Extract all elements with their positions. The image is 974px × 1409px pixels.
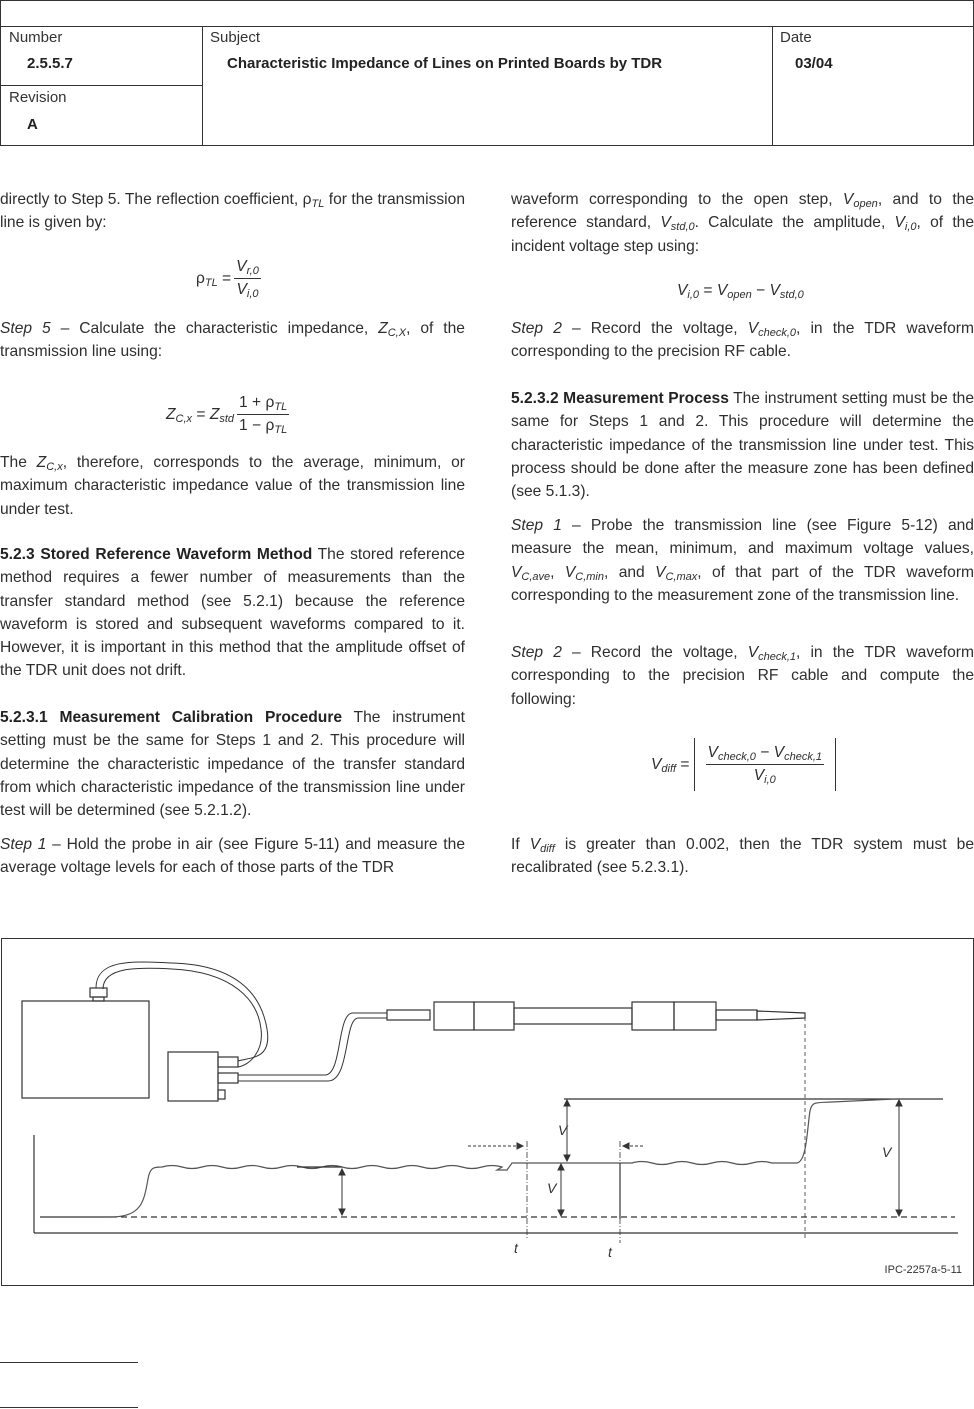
footnote-rule	[0, 1362, 138, 1363]
text-run: – Record the voltage,	[561, 320, 748, 337]
text-run: directly to Step 5. The reflection coefficient,	[0, 191, 303, 208]
step-label: Step 2	[511, 644, 562, 661]
header-table	[0, 0, 974, 146]
eq-subscript: TL	[204, 276, 218, 289]
text-run: , of that part of the TDR waveform corresponding to the measurement zone of the transmission line.	[511, 563, 974, 604]
date-label: Date	[780, 29, 812, 46]
math-variable: $Z_{C,x}$	[36, 454, 63, 473]
section-5-2-3-2	[511, 387, 974, 503]
math-variable: $V_{i,0}$	[894, 214, 917, 234]
math-variable: $V_{diff}$	[529, 836, 555, 855]
label-t: t	[608, 1244, 612, 1260]
step-label: Step 2	[511, 320, 562, 337]
section-heading: 5.2.3 Stored Reference Waveform Method	[0, 546, 313, 563]
text-run: , of the incident voltage step using:	[511, 214, 974, 255]
eq-var: V	[651, 755, 662, 773]
text-run: waveform corresponding to the open step,	[511, 191, 843, 208]
paragraph	[0, 317, 465, 364]
text-run: for the transmission line is given by:	[0, 191, 465, 232]
paragraph	[511, 514, 974, 607]
eq-subscript: TL	[274, 424, 288, 436]
equation-characteristic-impedance: $Z_{C,x} = Z_{std}$ $\frac{1 + \rho_{TL}}{1 - \rho_{TL}}$	[166, 394, 288, 436]
divider	[772, 26, 773, 145]
math-variable: $V_{check,0}$	[747, 320, 797, 339]
text-run: If	[511, 836, 530, 853]
eq-subscript: r,0	[246, 265, 259, 277]
text-run: ,	[550, 563, 565, 581]
eq-operator: −	[760, 744, 770, 761]
eq-var: V	[773, 744, 785, 761]
paragraph	[511, 641, 974, 711]
step-label: Step 1	[0, 836, 47, 853]
section-heading: 5.2.3.2 Measurement Process	[511, 390, 729, 407]
text-run: is greater than 0.002, then the TDR system must be recalibrated (see 5.2.3.1).	[511, 836, 974, 877]
math-variable: $V_{C,min}$	[564, 563, 604, 583]
text-run: , in the TDR waveform corresponding to the precision RF cable and compute the following:	[511, 644, 974, 708]
text-run: – Probe the transmission line (see Figure 5-12) and measure the mean, minimum, and maximum voltage values,	[511, 517, 974, 558]
eq-var: V	[716, 282, 728, 299]
connectors-icon	[90, 988, 805, 1099]
math-variable: $V_{C,ave}$	[511, 563, 551, 583]
label-v: V	[558, 1122, 568, 1138]
eq-numerator: 1 + ρ	[239, 394, 275, 411]
math-variable: $Z_{C,X}$	[378, 320, 407, 339]
paragraph	[511, 188, 974, 258]
subject-label: Subject	[210, 29, 261, 46]
label-t: t	[514, 1240, 518, 1256]
text-run: , and to the reference standard,	[511, 191, 974, 232]
date-value: 03/04	[795, 55, 833, 72]
eq-subscript: i,0	[246, 288, 259, 300]
paragraph	[0, 833, 465, 880]
text-run: The instrument setting must be the same for Steps 1 and 2. This procedure will determine the characteristic impedance of the transfer standard from which characteristic impedance of the transmission line under test will be determined (see 5.2.1.2).	[0, 709, 465, 820]
eq-var: V	[707, 744, 718, 761]
divider	[0, 26, 974, 27]
text-run: , of the transmission line using:	[0, 320, 465, 361]
eq-subscript: C,x	[175, 412, 193, 425]
eq-subscript: check,1	[784, 751, 822, 763]
eq-var: V	[236, 258, 247, 275]
paragraph	[0, 188, 465, 235]
section-5-2-3	[0, 543, 465, 683]
eq-var: V	[677, 282, 688, 299]
eq-operator: −	[756, 282, 766, 299]
equation-reflection-coefficient: $\rho_{TL}$ = $\frac{V_{r,0}}{V_{i,0}}$	[196, 258, 259, 300]
eq-subscript: TL	[274, 401, 288, 413]
cable-icon	[96, 962, 387, 1081]
eq-denominator: 1 − ρ	[239, 417, 275, 434]
step-label: Step 1	[511, 517, 562, 534]
revision-label: Revision	[9, 89, 67, 106]
step-label: Step 5	[0, 320, 51, 337]
paragraph	[0, 451, 465, 521]
eq-var: V	[769, 282, 780, 299]
math-variable: $V_{check,1}$	[747, 644, 797, 663]
text-run: – Calculate the characteristic impedance,	[50, 320, 379, 337]
eq-subscript: diff	[661, 762, 677, 775]
section-5-2-3-1	[0, 706, 465, 822]
figure-caption: IPC-2257a-5-11	[884, 1264, 962, 1276]
text-run: The stored reference method requires a fewer number of measurements than the transfer standard method (see 5.2.1) because the reference waveform is stored and subsequent waveforms compared to it. However, it is important in this method that the amplitude offset of the TDR unit does not drift.	[0, 546, 465, 680]
text-run: The instrument setting must be the same for Steps 1 and 2. This procedure will determine the characteristic impedance of the transmission line under test. This process should be done after the measure zone has been defined (see 5.1.3).	[511, 390, 974, 501]
divider	[202, 26, 203, 145]
paragraph	[511, 833, 974, 880]
eq-subscript: i,0	[764, 774, 776, 786]
equation-v-diff: $V_{diff}$ = $\frac{V_{check,0} - V_{check,1}}{V_{i,0}}$	[651, 738, 836, 791]
text-run: , and	[604, 563, 656, 581]
text-run: . Calculate the amplitude,	[694, 214, 895, 232]
text-run: – Hold the probe in air (see Figure 5-11) and measure the average voltage levels for each of those parts of the TDR	[0, 836, 465, 877]
eq-symbol: ρ	[196, 269, 205, 287]
paragraph	[511, 317, 974, 364]
label-v: V	[547, 1180, 557, 1196]
math-variable: $\rho_{TL}$	[302, 191, 325, 210]
eq-subscript: check,0	[717, 751, 756, 763]
eq-var: V	[236, 281, 247, 298]
eq-subscript: std,0	[779, 289, 804, 301]
figure-tdr-setup	[1, 938, 974, 1286]
eq-var: Z	[209, 405, 220, 423]
math-variable: $V_{open}$	[842, 191, 878, 210]
divider	[0, 85, 202, 86]
eq-subscript: open	[727, 289, 752, 301]
eq-var: V	[753, 767, 765, 784]
section-heading: 5.2.3.1 Measurement Calibration Procedure	[0, 709, 343, 726]
number-label: Number	[9, 29, 63, 46]
equation-incident-amplitude: $V_{i,0} = V_{open} - V_{std,0}$	[677, 282, 804, 301]
eq-subscript: std	[219, 412, 235, 425]
text-run: , in the TDR waveform corresponding to the precision RF cable.	[511, 320, 974, 361]
subject-value: Characteristic Impedance of Lines on Printed Boards by TDR	[227, 55, 663, 72]
text-run: The	[0, 454, 37, 471]
footnote-rule	[0, 1407, 138, 1408]
tdr-instrument-box	[22, 1001, 149, 1098]
math-variable: $V_{C,max}$	[655, 563, 698, 583]
sampling-head-box	[168, 1052, 218, 1101]
revision-value: A	[27, 116, 38, 133]
eq-var: Z	[166, 405, 176, 423]
math-variable: $V_{std,0}$	[660, 214, 695, 234]
eq-subscript: i,0	[687, 289, 700, 301]
text-run: , therefore, corresponds to the average, minimum, or maximum characteristic impedance value of the transmission line under test.	[0, 454, 465, 518]
label-v: V	[882, 1144, 892, 1160]
text-run: – Record the voltage,	[561, 644, 748, 661]
number-value: 2.5.5.7	[27, 55, 73, 72]
